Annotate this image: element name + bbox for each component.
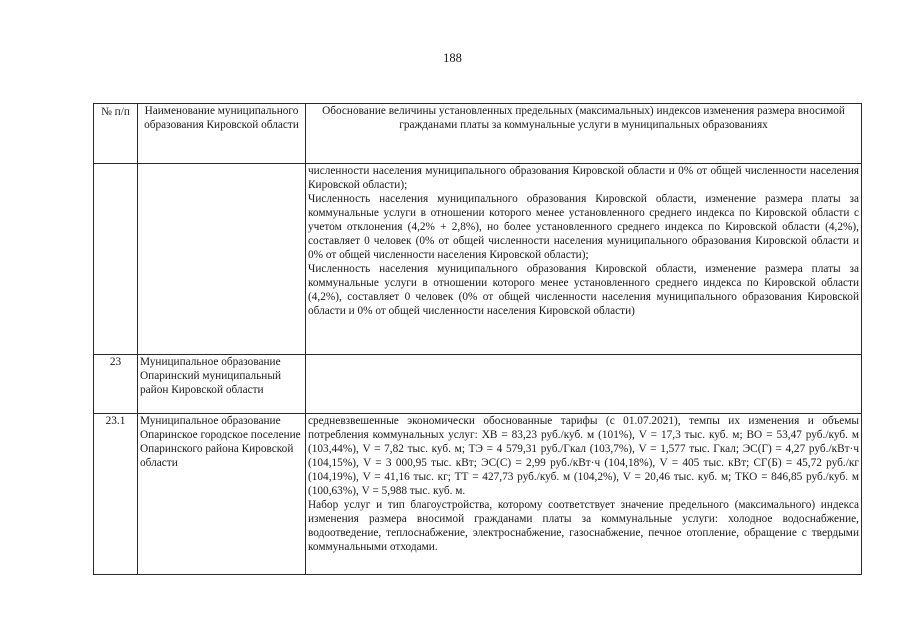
- justification-paragraph: Численность населения муниципального образования Кировской области, изменение размера платы за коммунальные услуги в отношении которого менее установленного среднего индекса по Кировской области (4,2%), составляет 0 человек (0% от общей численности населения муниципального образования Кировской области и 0% от общей численности населения Кировской области): [308, 263, 859, 317]
- justification-paragraph: Набор услуг и тип благоустройства, которому соответствует значение предельного (максимального) индекса изменения размера вносимой гражданами платы за коммунальные услуги: холодное водоснабжение, водоотведение, теплоснабжение, электроснабжение, газоснабжение, печное отопление, обращение с твердыми коммунальными отходами.: [308, 499, 859, 553]
- row-municipality: Муниципальное образование Опаринский муниципальный район Кировской области: [138, 355, 306, 414]
- table-row: [94, 414, 862, 575]
- row-justification: [306, 414, 862, 575]
- row-num: 23.1: [94, 414, 138, 575]
- header-justification: Обоснование величины установленных предельных (максимальных) индексов изменения размера вносимой гражданами платы за коммунальные услуги в муниципальных образованиях: [306, 104, 862, 164]
- justification-paragraph: численности населения муниципального образования Кировской области и 0% от общей численности населения Кировской области);: [308, 165, 859, 191]
- table-row: [94, 164, 862, 355]
- row-num: 23: [94, 355, 138, 414]
- header-num: № п/п: [94, 104, 138, 164]
- row-justification: [306, 355, 862, 414]
- justification-paragraph: средневзвешенные экономически обоснованные тарифы (с 01.07.2021), темпы их изменения и объемы потребления коммунальных услуг: ХВ = 83,23 руб./куб. м (101%), V = 17,3 тыс. куб. м; ВО = 53,47 руб./куб. м (103,44%), V = 7,82 тыс. куб. м; ТЭ = 4 579,31 руб./Гкал (103,7%), V = 1,577 тыс. Гкал; ЭС(Г) = 4,27 руб./кВт·ч (104,15%), V = 3 000,95 тыс. кВт; ЭС(С) = 2,99 руб./кВт·ч (104,18%), V = 405 тыс. кВт; СГ(Б) = 45,72 руб./кг (104,19%), V = 41,16 тыс. кг; ТТ = 427,73 руб./куб. м (104,2%), V = 20,46 тыс. куб. м; ТКО = 846,85 руб./куб. м (100,63%), V = 5,988 тыс. куб. м.: [308, 415, 859, 497]
- row-justification: [306, 164, 862, 355]
- header-name: Наименование муниципального образования Кировской области: [138, 104, 306, 164]
- indices-table: [93, 103, 862, 575]
- justification-paragraph: Численность населения муниципального образования Кировской области, изменение размера платы за коммунальные услуги в отношении которого менее установленного среднего индекса по Кировской области с учетом отклонения (4,2% + 2,8%), но более установленного среднего индекса по Кировской области (4,2%), составляет 0 человек (0% от общей численности населения муниципального образования Кировской области и 0% от общей численности населения Кировской области);: [308, 193, 859, 261]
- row-num: [94, 164, 138, 355]
- table-header: [94, 104, 862, 164]
- row-municipality: Муниципальное образование Опаринское городское поселение Опаринского района Кировской области: [138, 414, 306, 575]
- page-number: 188: [443, 51, 462, 65]
- table-row: [94, 355, 862, 414]
- row-municipality: [138, 164, 306, 355]
